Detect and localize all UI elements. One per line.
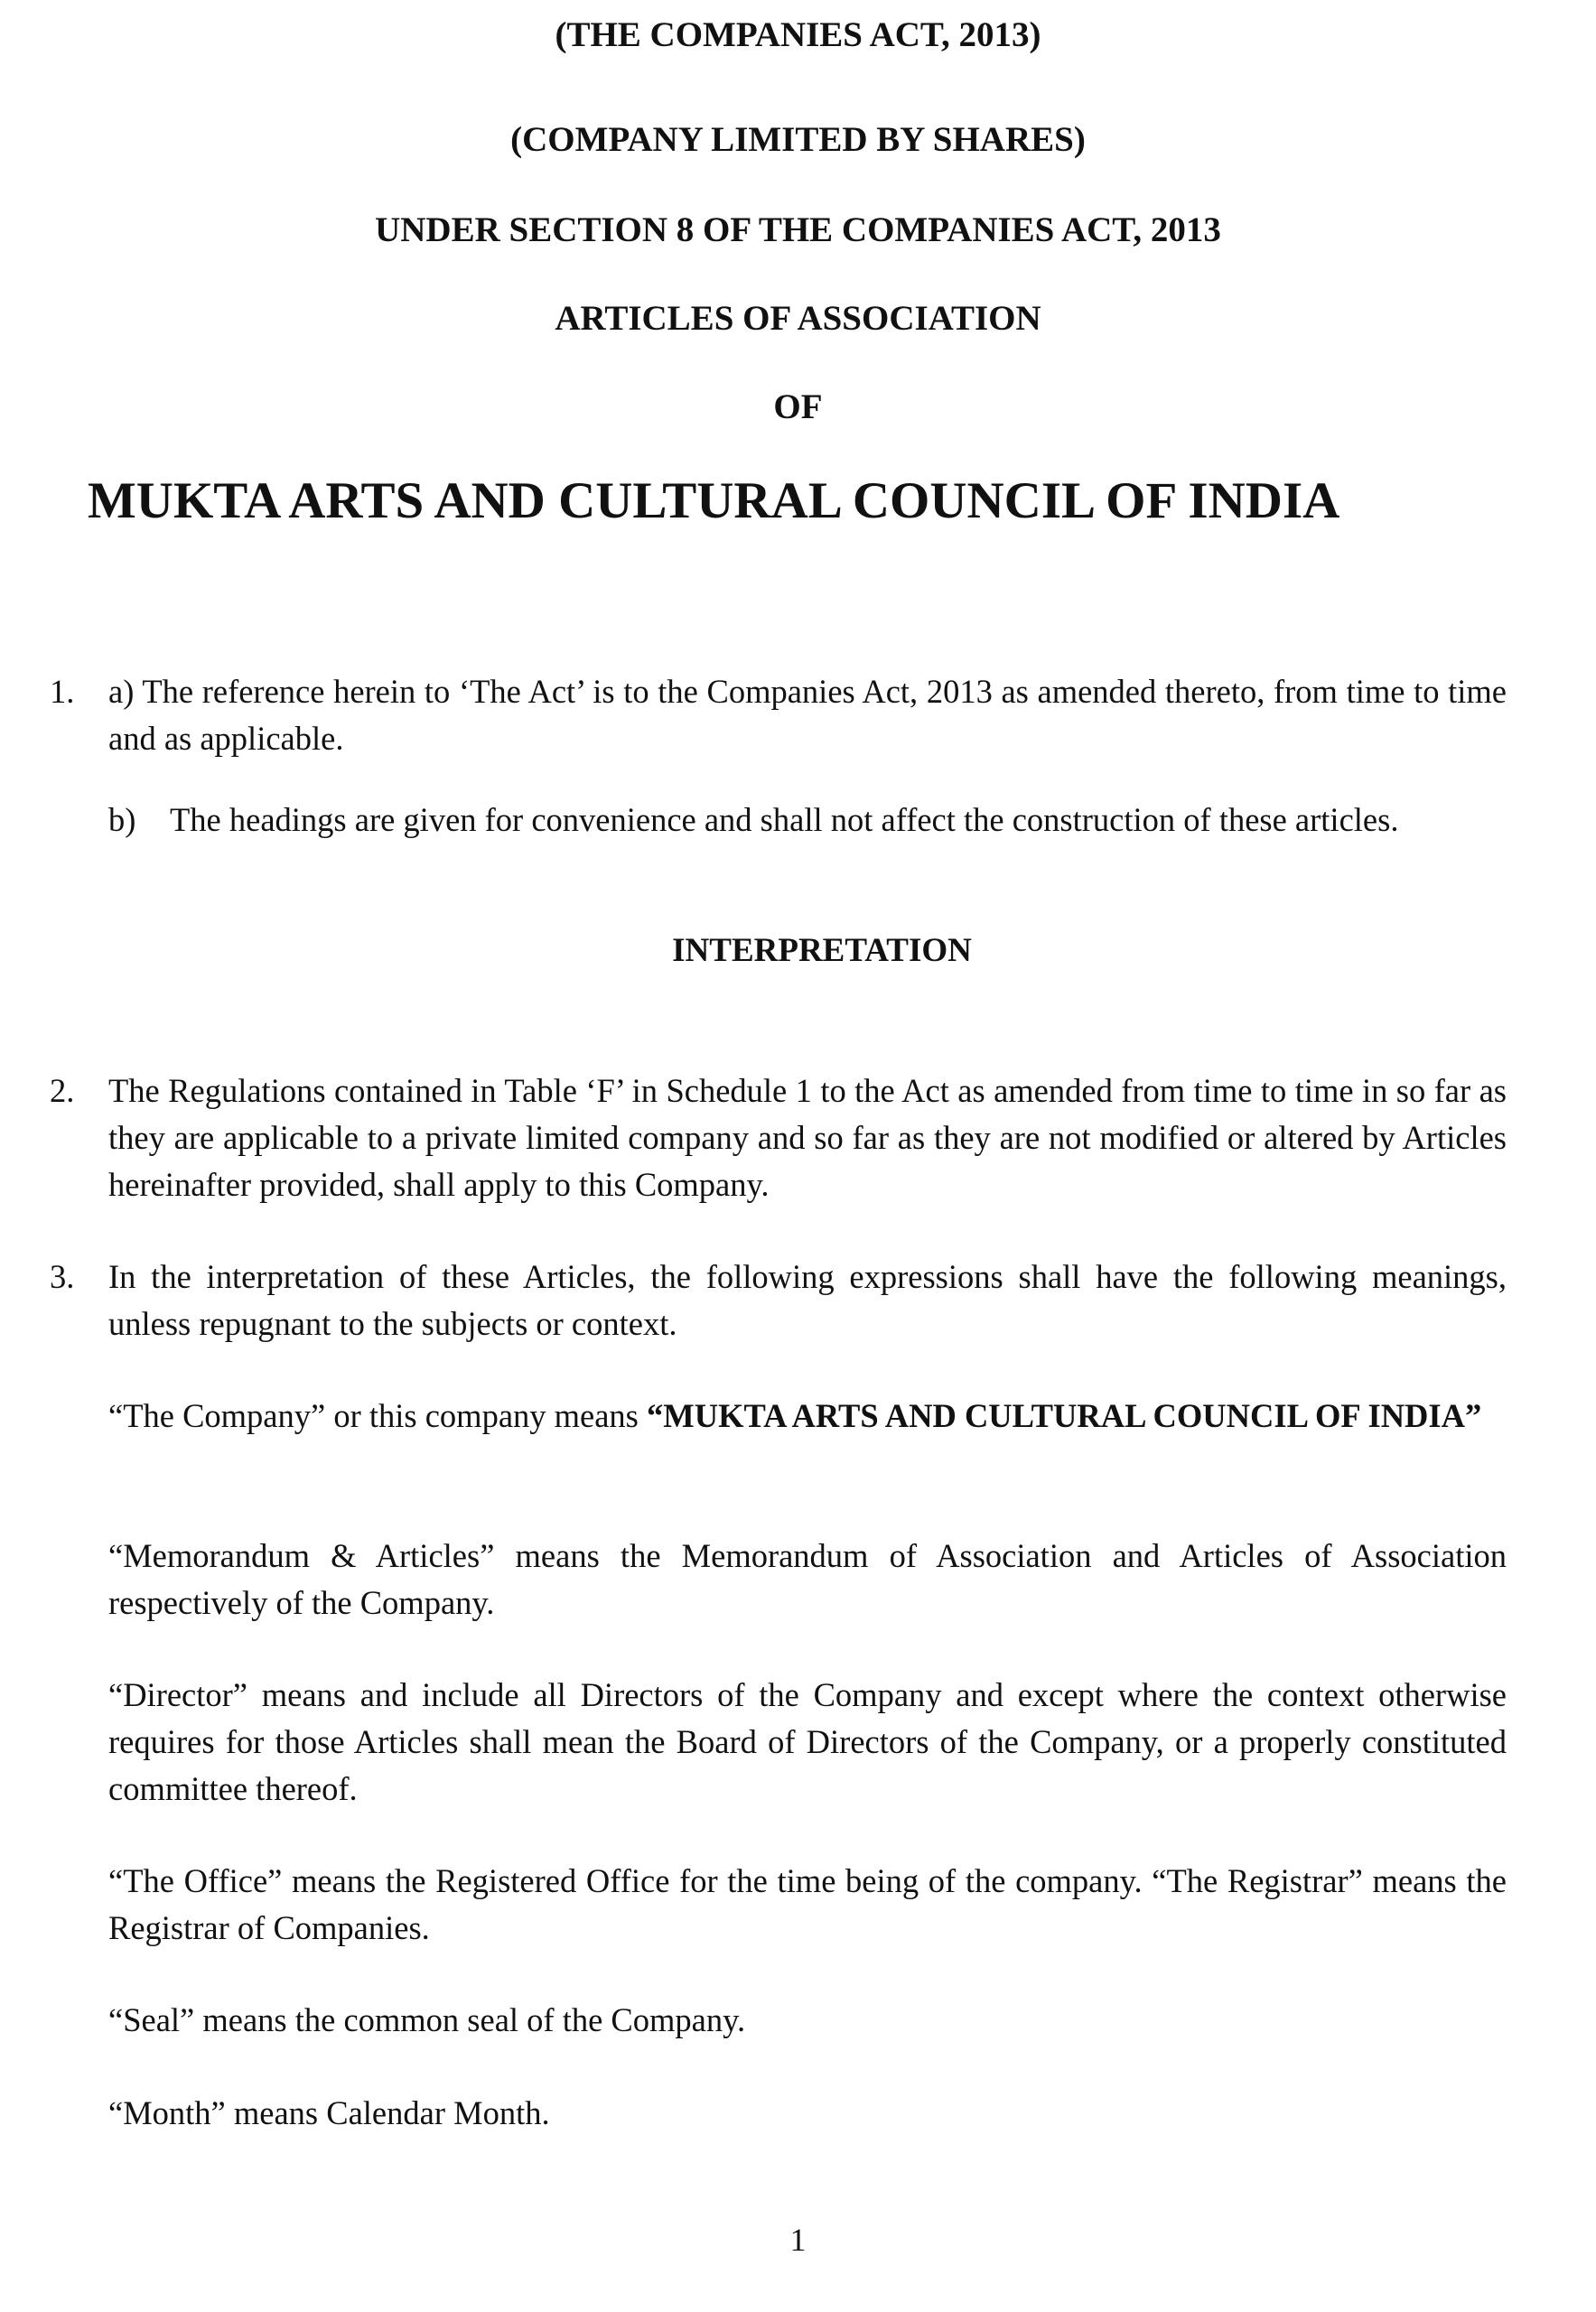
definition-seal: “Seal” means the common seal of the Company. <box>108 2001 746 2038</box>
definition-director: “Director” means and include all Directors of the Company and except where the context otherwise requires for those Articles shall mean the Board of Directors of the Company, or a properly constituted committee thereof. <box>108 1676 1507 1807</box>
definition-company <box>108 1393 1507 1440</box>
of-label: OF <box>773 387 823 426</box>
interpretation-heading: INTERPRETATION <box>672 932 972 969</box>
page-number: 1 <box>789 2222 807 2258</box>
definition-company-prefix: “The Company” or this company means <box>108 1397 648 1434</box>
section-reference: UNDER SECTION 8 OF THE COMPANIES ACT, 2013 <box>375 210 1221 249</box>
act-title: (THE COMPANIES ACT, 2013) <box>555 15 1041 54</box>
item-1a-text: a) The reference herein to ‘The Act’ is to the Companies Act, 2013 as amended thereto, from time to time and as applicable. <box>108 673 1507 757</box>
company-type: (COMPANY LIMITED BY SHARES) <box>510 120 1086 159</box>
definition-office: “The Office” means the Registered Office for the time being of the company. “The Registrar” means the Registrar of Companies. <box>108 1862 1507 1946</box>
item-3-number: 3. <box>50 1258 75 1295</box>
definition-company-name: “MUKTA ARTS AND CULTURAL COUNCIL OF INDIA” <box>647 1397 1482 1434</box>
definition-memorandum: “Memorandum & Articles” means the Memorandum of Association and Articles of Association respectively of the Company. <box>108 1537 1507 1621</box>
item-1b-text: The headings are given for convenience and shall not affect the construction of these articles. <box>170 801 1399 838</box>
item-3-text: In the interpretation of these Articles, the following expressions shall have the following meanings, unless repugnant to the subjects or context. <box>108 1258 1507 1342</box>
definition-month: “Month” means Calendar Month. <box>108 2094 550 2131</box>
document-title: ARTICLES OF ASSOCIATION <box>555 299 1041 338</box>
item-1b-label: b) <box>108 801 136 838</box>
item-2-text: The Regulations contained in Table ‘F’ in Schedule 1 to the Act as amended from time to time in so far as they are applicable to a private limited company and so far as they are not modified or altered by Articles hereinafter provided, shall apply to this Company. <box>108 1072 1507 1203</box>
company-name: MUKTA ARTS AND CULTURAL COUNCIL OF INDIA <box>88 472 1340 529</box>
item-2-number: 2. <box>50 1072 75 1109</box>
item-1-number: 1. <box>50 673 75 710</box>
